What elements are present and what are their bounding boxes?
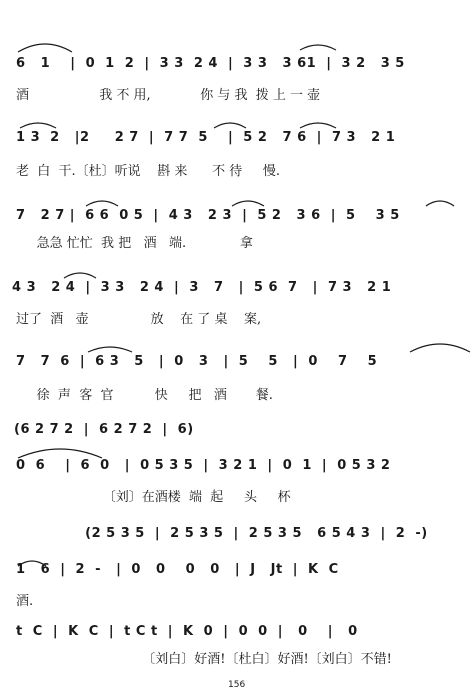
slur	[410, 344, 470, 352]
slur	[300, 123, 336, 128]
lyric-line: 〔刘〕在酒楼 端 起 头 杯	[16, 490, 291, 505]
lyric-line: 徐 声 客 官 快 把 酒 餐.	[16, 388, 273, 403]
lyric-line: 过了 酒 壶 放 在 了 桌 案,	[16, 312, 262, 327]
slur	[88, 347, 132, 352]
lyric-line: 急急 忙忙 我 把 酒 端. 拿	[16, 236, 253, 251]
slur	[300, 45, 336, 50]
slur	[426, 201, 454, 206]
notation-line: 1 6 | 2 - | 0 0 0 0 | J Jt | K C	[16, 562, 339, 577]
notation-line: 0 6 | 6 0 | 0 5 3 5 | 3 2 1 | 0 1 | 0 5 3 2	[16, 458, 391, 473]
lyric-line: 酒.	[16, 594, 34, 609]
slur	[18, 44, 72, 52]
lyric-line: 酒 我 不 用, 你 与 我 拨 上 一 壶	[16, 88, 321, 103]
instrumental-line: (2 5 3 5 | 2 5 3 5 | 2 5 3 5 6 5 4 3 | 2 -)	[60, 526, 428, 541]
slur	[86, 201, 118, 206]
slur	[20, 123, 56, 128]
notation-line: t C | K C | t C t | K 0 | 0 0 | 0 | 0	[16, 624, 358, 639]
instrumental-line: (6 2 7 2 | 6 2 7 2 | 6)	[14, 422, 194, 437]
lyric-line: 〔刘白〕好酒!〔杜白〕好酒!〔刘白〕不错!	[10, 652, 392, 667]
notation-line: 7 2 7 | 6 6 0 5 | 4 3 2 3 | 5 2 3 6 | 5 3 5	[16, 208, 400, 223]
notation-line: 7 7 6 | 6 3 5 | 0 3 | 5 5 | 0 7 5	[16, 354, 378, 369]
notation-line: 4 3 2 4 | 3 3 2 4 | 3 7 | 5 6 7 | 7 3 2 1	[12, 280, 392, 295]
page-number: 156	[228, 680, 246, 690]
notation-line: 1 3 2 |2 2 7 | 7 7 5 | 5 2 7 6 | 7 3 2 1	[16, 130, 396, 145]
slur	[18, 449, 102, 458]
notation-line: 6 1 | 0 1 2 | 3 3 2 4 | 3 3 3 61 | 3 2 3 5	[16, 56, 405, 71]
slur	[214, 123, 246, 128]
lyric-line: 老 白 干.〔杜〕听说 斟 来 不 待 慢.	[16, 164, 281, 179]
slur	[64, 273, 96, 278]
slur	[232, 201, 264, 206]
